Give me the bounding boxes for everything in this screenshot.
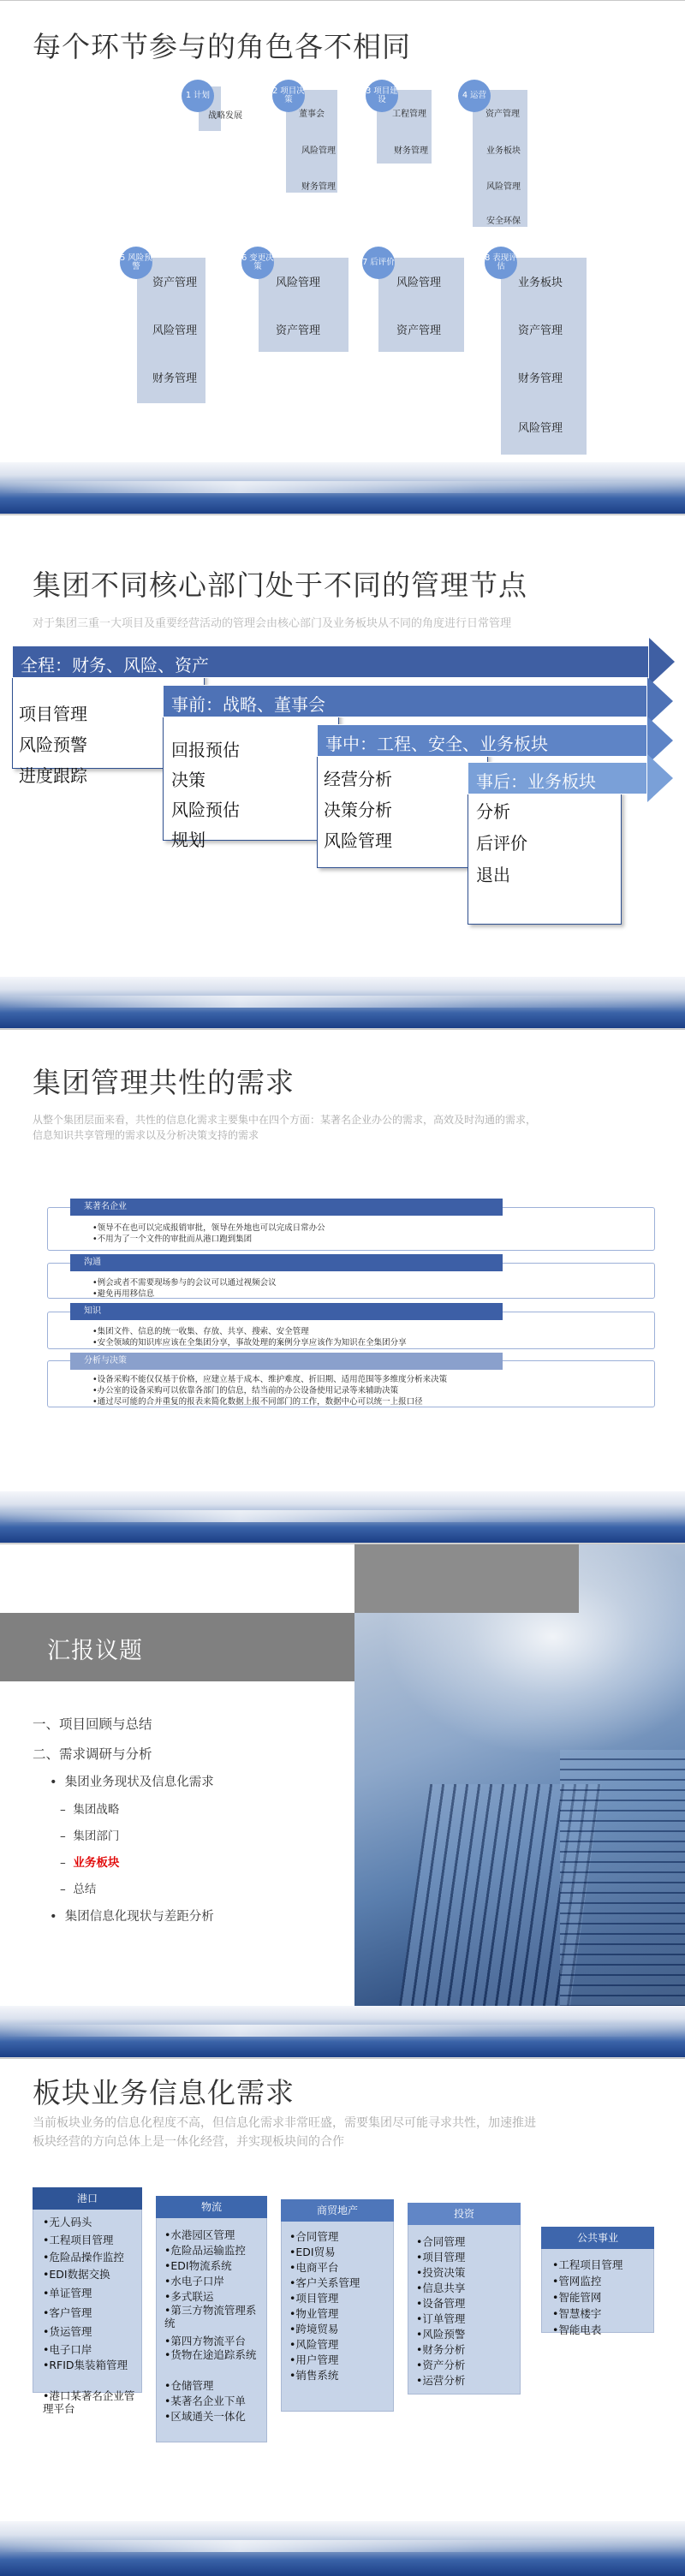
role-label: 资产管理 bbox=[518, 324, 563, 337]
slide-3 bbox=[0, 1029, 685, 1543]
role-label: 财务管理 bbox=[518, 372, 563, 385]
tier-item: 进度跟踪 bbox=[19, 765, 87, 786]
agenda-item: 二、需求调研与分析 bbox=[33, 1746, 152, 1762]
agenda-item: • 集团信息化现状与差距分析 bbox=[50, 1910, 214, 1924]
sector-item: •管网监控 bbox=[552, 2275, 602, 2287]
tier-arrow bbox=[317, 724, 668, 757]
sector-item: •单证管理 bbox=[43, 2287, 92, 2299]
need-line: •办公室的设备采购可以依靠各部门的信息，结当前的办公设备使用记录等来辅助决策 bbox=[92, 1386, 399, 1395]
sector-item: •资产分析 bbox=[416, 2359, 466, 2371]
sector-item: •运营分析 bbox=[416, 2374, 466, 2387]
sector-item: •工程项目管理 bbox=[43, 2234, 114, 2246]
slide-subtitle: 板块经营的方向总体上是一体化经营，并实现板块间的合作 bbox=[33, 2135, 344, 2149]
role-label: 财务管理 bbox=[394, 146, 428, 156]
agenda-item: – 集团部门 bbox=[60, 1829, 120, 1843]
tier-arrow bbox=[468, 762, 668, 794]
role-label: 战略发展 bbox=[208, 111, 242, 121]
step-circle: 3 项目建设 bbox=[366, 80, 398, 112]
sector-item: •电子口岸 bbox=[43, 2343, 92, 2356]
building-photo bbox=[354, 1544, 685, 2007]
slide-title: 集团管理共性的需求 bbox=[33, 1066, 295, 1099]
tier-heading: 事中：工程、安全、业务板块 bbox=[325, 734, 548, 754]
sector-item: •财务分析 bbox=[416, 2343, 466, 2356]
tier-item: 退出 bbox=[476, 865, 510, 885]
slide-footer-band bbox=[0, 462, 685, 514]
role-label: 资产管理 bbox=[276, 324, 321, 337]
slide-subtitle: 从整个集团层面来看，共性的信息化需求主要集中在四个方面：某著名企业办公的需求，高效及时沟通的需求， bbox=[33, 1114, 537, 1126]
need-line: •设备采购不能仅仅基于价格，应建立基于成本、维护难度、折旧期、适用范围等多维度分析来决策 bbox=[92, 1375, 448, 1384]
slide-footer-band bbox=[0, 1491, 685, 1543]
sector-item: •用户管理 bbox=[289, 2353, 339, 2366]
sector-heading: 商贸地产 bbox=[281, 2199, 394, 2222]
tier-item: 风险预估 bbox=[171, 800, 240, 820]
slide-title: 汇报议题 bbox=[47, 1638, 143, 1664]
role-label: 风险管理 bbox=[396, 277, 442, 289]
sector-item: •某著名企业下单 bbox=[164, 2395, 246, 2407]
step-circle: 1 计划 bbox=[182, 80, 214, 112]
slide-title: 板块业务信息化需求 bbox=[33, 2076, 295, 2109]
tier-heading: 事前：战略、董事会 bbox=[171, 694, 325, 715]
step-circle: 8 表现评估 bbox=[485, 247, 517, 279]
sector-item: •水电子口岸 bbox=[164, 2275, 224, 2287]
need-line: •例会或者不需要现场参与的会议可以通过视频会议 bbox=[92, 1278, 277, 1288]
sector-item: •水港园区管理 bbox=[164, 2228, 235, 2241]
role-label: 资产管理 bbox=[396, 324, 442, 337]
tier-heading: 事后：业务板块 bbox=[476, 771, 596, 792]
agenda-item-current: – 业务板块 bbox=[60, 1856, 120, 1870]
sector-item: •EDI贸易 bbox=[289, 2246, 336, 2258]
sector-item: •EDI物流系统 bbox=[164, 2259, 232, 2272]
sector-item: •危险品操作监控 bbox=[43, 2251, 124, 2264]
step-circle: 7 后评价 bbox=[362, 247, 395, 279]
tier-item: 决策 bbox=[171, 770, 206, 790]
slide-footer-band bbox=[0, 2006, 685, 2057]
step-circle: 4 运营 bbox=[458, 80, 491, 112]
tier-item: 后评价 bbox=[476, 833, 527, 854]
tier-item: 项目管理 bbox=[19, 704, 87, 724]
sector-item: •多式联运 bbox=[164, 2290, 214, 2303]
sector-item: •物业管理 bbox=[289, 2307, 339, 2320]
agenda-item: • 集团业务现状及信息化需求 bbox=[50, 1776, 214, 1789]
sector-item: •投资决策 bbox=[416, 2266, 466, 2279]
sector-item: •合同管理 bbox=[416, 2235, 466, 2248]
sector-item: •项目管理 bbox=[416, 2251, 466, 2264]
sector-item: •风险预警 bbox=[416, 2328, 466, 2341]
sector-item: •客户关系管理 bbox=[289, 2276, 360, 2289]
slide-title: 每个环节参与的角色各不相同 bbox=[33, 30, 411, 63]
sector-item: •销售系统 bbox=[289, 2369, 339, 2382]
slide-subtitle: 对于集团三重一大项目及重要经营活动的管理会由核心部门及业务板块从不同的角度进行日常管理 bbox=[33, 617, 512, 630]
sector-item: •工程项目管理 bbox=[552, 2258, 623, 2271]
slide-footer-band bbox=[0, 2521, 685, 2576]
tier-item: 决策分析 bbox=[324, 800, 392, 820]
sector-heading: 港口 bbox=[33, 2187, 142, 2210]
sector-item: •RFID集装箱管理 bbox=[43, 2359, 128, 2371]
tier-item: 经营分析 bbox=[324, 769, 392, 789]
need-section-heading: 知识 bbox=[70, 1303, 503, 1320]
agenda-item: – 总结 bbox=[60, 1883, 97, 1896]
role-label: 安全环保 bbox=[486, 217, 521, 226]
title-accent-block bbox=[354, 1544, 579, 1613]
role-stripe bbox=[259, 258, 348, 352]
need-section-heading: 沟通 bbox=[70, 1254, 503, 1271]
role-label: 风险管理 bbox=[276, 277, 321, 289]
sector-item: •货运管理 bbox=[43, 2325, 92, 2338]
sector-item: •项目管理 bbox=[289, 2292, 339, 2305]
tier-item: 回报预估 bbox=[171, 740, 240, 760]
need-line: •通过尽可能的合并重复的报表来简化数据上报不同部门的工作，数据中心可以统一上报口径 bbox=[92, 1397, 423, 1407]
sector-item: •电商平台 bbox=[289, 2261, 339, 2274]
need-line: •集团文件、信息的统一收集、存放、共享、搜索、安全管理 bbox=[92, 1327, 309, 1336]
sector-item: •区域通关一体化 bbox=[164, 2410, 246, 2423]
role-label: 业务板块 bbox=[486, 146, 521, 156]
need-line: •不用为了一个文件的审批而从港口跑到集团 bbox=[92, 1234, 253, 1244]
sector-item: •跨境贸易 bbox=[289, 2323, 339, 2335]
sector-heading: 物流 bbox=[156, 2196, 267, 2218]
tier-heading: 全程：财务、风险、资产 bbox=[21, 655, 209, 675]
slide-2 bbox=[0, 515, 685, 1028]
agenda-item: – 集团战略 bbox=[60, 1803, 120, 1817]
slide-title: 集团不同核心部门处于不同的管理节点 bbox=[33, 568, 527, 602]
tier-item: 规划 bbox=[171, 830, 206, 850]
sector-item: •风险管理 bbox=[289, 2338, 339, 2351]
role-label: 风险管理 bbox=[518, 422, 563, 435]
tier-item: 风险预警 bbox=[19, 735, 87, 755]
need-line: •避免再用移信息 bbox=[92, 1289, 155, 1299]
role-label: 资产管理 bbox=[152, 277, 198, 289]
step-circle: 6 变更决策 bbox=[241, 247, 274, 279]
step-circle: 2 项目决策 bbox=[272, 80, 305, 112]
sector-heading: 投资 bbox=[408, 2203, 521, 2225]
sector-item: •智能管网 bbox=[552, 2291, 602, 2304]
role-label: 业务板块 bbox=[518, 277, 563, 289]
sector-item: •仓储管理 bbox=[164, 2379, 214, 2392]
role-label: 风险管理 bbox=[301, 146, 336, 156]
sector-item: •客户管理 bbox=[43, 2306, 92, 2319]
sector-item: •设备管理 bbox=[416, 2297, 466, 2310]
sector-item: •无人码头 bbox=[43, 2216, 92, 2228]
need-section-heading: 某著名企业 bbox=[70, 1199, 503, 1216]
sector-item: •智能电表 bbox=[552, 2323, 602, 2336]
role-label: 财务管理 bbox=[152, 372, 198, 385]
role-label: 风险管理 bbox=[486, 182, 521, 192]
slide-1 bbox=[0, 0, 685, 514]
slide-subtitle: 信息知识共享管理的需求以及分析决策支持的需求 bbox=[33, 1129, 259, 1141]
slide-footer-band bbox=[0, 977, 685, 1028]
role-label: 董事会 bbox=[299, 110, 325, 119]
sector-item: •第四方物流平台 bbox=[164, 2335, 246, 2347]
tier-item: 风险管理 bbox=[324, 830, 392, 851]
sector-item: •合同管理 bbox=[289, 2230, 339, 2243]
agenda-item: 一、项目回顾与总结 bbox=[33, 1716, 152, 1732]
role-label: 资产管理 bbox=[485, 110, 520, 119]
need-line: •安全领域的知识库应该在全集团分享，事故处理的案例分享应该作为知识在全集团分享 bbox=[92, 1338, 407, 1347]
need-section-heading: 分析与决策 bbox=[70, 1353, 503, 1370]
role-label: 风险管理 bbox=[152, 324, 198, 337]
slide-subtitle: 当前板块业务的信息化程度不高，但信息化需求非常旺盛，需要集团尽可能寻求共性，加速推进 bbox=[33, 2116, 536, 2130]
slide-4 bbox=[0, 1544, 685, 2057]
tier-arrow bbox=[12, 645, 670, 678]
sector-item: •第三方物流管理系统 bbox=[164, 2304, 257, 2329]
sector-item: •订单管理 bbox=[416, 2312, 466, 2325]
sector-item: •智慧楼宇 bbox=[552, 2307, 602, 2320]
sector-item: •EDI数据交换 bbox=[43, 2268, 110, 2281]
role-label: 工程管理 bbox=[392, 110, 426, 119]
sector-item: •货物在途追踪系统 bbox=[164, 2348, 257, 2361]
slide-5 bbox=[0, 2058, 685, 2576]
need-line: •领导不在也可以完成报销审批，领导在外地也可以完成日常办公 bbox=[92, 1223, 325, 1233]
sector-item: •信息共享 bbox=[416, 2282, 466, 2294]
step-circle: 5 风险预警 bbox=[120, 247, 152, 279]
role-label: 财务管理 bbox=[301, 182, 336, 192]
tier-arrow bbox=[163, 685, 668, 717]
tier-item: 分析 bbox=[476, 801, 510, 822]
sector-item: •港口某著名企业管理平台 bbox=[43, 2389, 135, 2415]
sector-heading: 公共事业 bbox=[541, 2227, 654, 2249]
sector-item: •危险品运输监控 bbox=[164, 2244, 246, 2257]
